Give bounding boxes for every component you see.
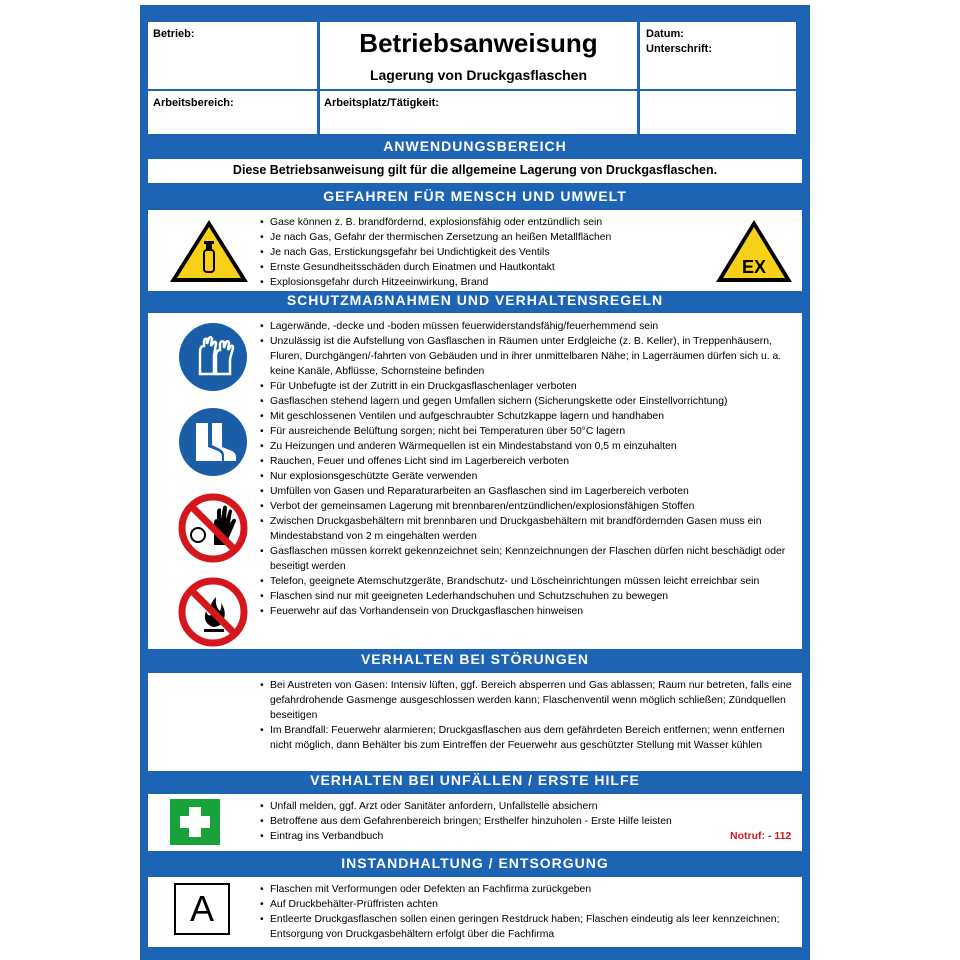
list-item: • Im Brandfall: Feuerwehr alarmieren; Druckgasflaschen aus dem gefährdeten Bereich entfernen; wenn entfernen nicht möglich, dann Behälter bis zum Eintreffen der Feuerwehr aus geschützter Stellung mit Wasser kühlen [258, 723, 798, 753]
betrieb-label: Betrieb: [153, 28, 195, 40]
list-item: • Explosionsgefahr durch Hitzeeinwirkung, Brand [258, 275, 708, 290]
no-open-flame-icon [178, 577, 248, 647]
stoerungen-list [258, 678, 798, 753]
list-item: • Bei Austreten von Gasen: Intensiv lüften, ggf. Bereich absperren und Gas ablassen; Raum nur betreten, falls eine gefahrdrohende Gasmenge ausgeschlossen werden kann; Flaschenventil wenn möglich schließen; Zündquellen beseitigen [258, 678, 798, 723]
arbeitsbereich-label: Arbeitsbereich: [153, 97, 234, 109]
instruction-sheet [140, 5, 810, 960]
header-cell-arbeitsbereich [148, 91, 317, 134]
list-item: • Je nach Gas, Gefahr der thermischen Zersetzung an heißen Metallflächen [258, 230, 708, 245]
waste-category-letter: A [189, 888, 214, 929]
arbeitsplatz-label: Arbeitsplatz/Tätigkeit: [324, 97, 439, 109]
section-title-gefahren: GEFAHREN FÜR MENSCH UND UMWELT [323, 188, 627, 204]
erste-hilfe-list [258, 799, 728, 844]
list-item: • Telefon, geeignete Atemschutzgeräte, Brandschutz- und Löscheinrichtungen müssen leicht erreichbar sein [258, 574, 798, 589]
header-cell-title [320, 22, 637, 89]
waste-category-icon [174, 883, 230, 935]
first-aid-icon [170, 799, 220, 845]
section-body-erste-hilfe [148, 794, 802, 851]
gefahren-list [258, 215, 708, 290]
list-item: • Verbot der gemeinsamen Lagerung mit brennbaren/entzündlichen/explosionsfähigen Stoffen [258, 499, 798, 514]
list-item: • Eintrag ins Verbandbuch [258, 829, 728, 844]
list-item: • Auf Druckbehälter-Prüffristen achten [258, 897, 798, 912]
section-title-schutz: SCHUTZMAẞNAHMEN UND VERHALTENSREGELN [286, 292, 664, 308]
section-body-gefahren [148, 210, 802, 291]
list-item: • Gase können z. B. brandfördernd, explosionsfähig oder entzündlich sein [258, 215, 708, 230]
section-title-instandhaltung: INSTANDHALTUNG / ENTSORGUNG [341, 855, 609, 871]
list-item: • Für ausreichende Belüftung sorgen; nicht bei Temperaturen über 50°C lagern [258, 424, 798, 439]
list-item: • Lagerwände, -decke und -boden müssen feuerwiderstandsfähig/feuerhemmend sein [258, 319, 798, 334]
list-item: • Zwischen Druckgasbehältern mit brennbaren und Druckgasbehältern mit brandfördernden Gasen muss ein Mindestabstand von 2 m eingehalten werden [258, 514, 798, 544]
boots-mandatory-icon [178, 407, 248, 477]
list-item: • Betroffene aus dem Gefahrenbereich bringen; Ersthelfer hinzuholen - Erste Hilfe leisten [258, 814, 728, 829]
list-item: • Für Unbefugte ist der Zutritt in ein Druckgasflaschenlager verboten [258, 379, 798, 394]
list-item: • Flaschen sind nur mit geeigneten Lederhandschuhen und Schutzschuhen zu bewegen [258, 589, 798, 604]
list-item: • Ernste Gesundheitsschäden durch Einatmen und Hautkontakt [258, 260, 708, 275]
list-item: • Unzulässig ist die Aufstellung von Gasflaschen in Räumen unter Erdgleiche (z. B. Keller), in Treppenhäusern, Fluren, Durchgängen/-fahrten von Gebäuden und in ihrer unmittelbaren Nähe; in Lagerräumen dürfen sich u. a. keine Kanäle, Abflüsse, Schornsteine befinden [258, 334, 798, 379]
gas-cylinder-warning-icon [168, 218, 250, 284]
page-title: Betriebsanweisung [359, 28, 598, 58]
list-item: • Mit geschlossenen Ventilen und aufgeschraubter Schutzkappe lagern und handhaben [258, 409, 798, 424]
header-cell-empty [640, 91, 796, 134]
page-subtitle: Lagerung von Druckgasflaschen [369, 67, 588, 83]
header-cell-betrieb [148, 22, 317, 89]
list-item: • Rauchen, Feuer und offenes Licht sind im Lagerbereich verboten [258, 454, 798, 469]
list-item: • Zu Heizungen und anderen Wärmequellen ist ein Mindestabstand von 0,5 m einzuhalten [258, 439, 798, 454]
datum-label: Datum: [646, 28, 684, 40]
list-item: • Gasflaschen stehend lagern und gegen Umfallen sichern (Sicherungskette oder Einstellvorrichtung) [258, 394, 798, 409]
section-title-erste-hilfe: VERHALTEN BEI UNFÄLLEN / ERSTE HILFE [310, 772, 640, 788]
ex-label: EX [741, 257, 767, 277]
list-item: • Unfall melden, ggf. Arzt oder Sanitäter anfordern, Unfallstelle absichern [258, 799, 728, 814]
section-body-stoerungen [148, 673, 802, 771]
section-body-anwendungsbereich [148, 159, 802, 183]
no-entry-prohibition-icon [178, 493, 248, 563]
section-body-schutz [148, 313, 802, 649]
list-item: • Entleerte Druckgasflaschen sollen einen geringen Restdruck haben; Flaschen eindeutig als leer kennzeichnen; Entsorgung von Druckgasbehältern erfolgt über die Fachfirma [258, 912, 798, 942]
header-cell-arbeitsplatz [320, 91, 637, 134]
gloves-mandatory-icon [178, 322, 248, 392]
list-item: • Flaschen mit Verformungen oder Defekten an Fachfirma zurückgeben [258, 882, 798, 897]
section-title-anwendungsbereich: ANWENDUNGSBEREICH [383, 138, 567, 154]
list-item: • Feuerwehr auf das Vorhandensein von Druckgasflaschen hinweisen [258, 604, 798, 619]
list-item: • Je nach Gas, Erstickungsgefahr bei Undichtigkeit des Ventils [258, 245, 708, 260]
notruf-number: Notruf: - 112 [730, 830, 792, 842]
list-item: • Gasflaschen müssen korrekt gekennzeichnet sein; Kennzeichnungen der Flaschen dürfen nicht beschädigt oder beseitigt werden [258, 544, 798, 574]
header-cell-datum [640, 22, 796, 89]
ex-warning-icon [714, 218, 794, 284]
unterschrift-label: Unterschrift: [646, 43, 713, 55]
anwendungsbereich-text: Diese Betriebsanweisung gilt für die allgemeine Lagerung von Druckgasflaschen. [232, 163, 718, 177]
schutz-list [258, 319, 798, 619]
list-item: • Nur explosionsgeschützte Geräte verwenden [258, 469, 798, 484]
list-item: • Umfüllen von Gasen und Reparaturarbeiten an Gasflaschen sind im Lagerbereich verboten [258, 484, 798, 499]
section-title-stoerungen: VERHALTEN BEI STÖRUNGEN [360, 651, 590, 667]
instandhaltung-list [258, 882, 798, 942]
section-body-instandhaltung [148, 877, 802, 947]
